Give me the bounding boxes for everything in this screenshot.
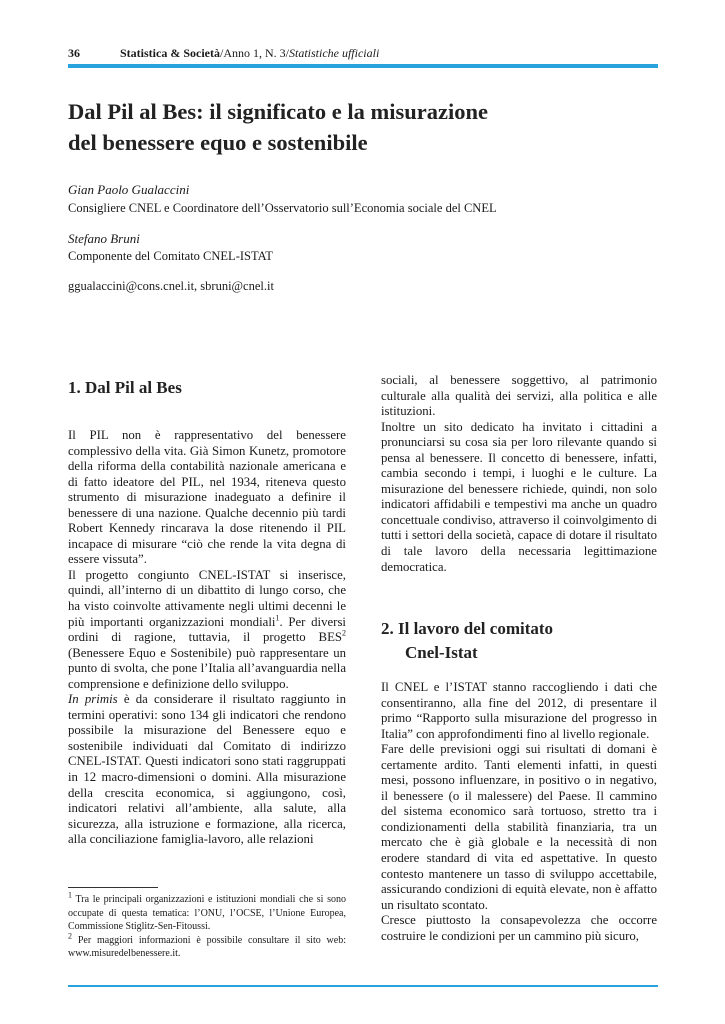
right-column-bottom — [381, 680, 657, 944]
article-title — [68, 96, 628, 158]
left-column — [68, 428, 346, 848]
journal-reference — [120, 46, 379, 61]
journal-issue: /Anno 1, N. 3/ — [219, 46, 289, 60]
paragraph: Il CNEL e l’ISTAT stanno raccogliendo i dati che consentiranno, alla fine del 2012, di presentare il primo “Rapporto sulla misurazione del progresso in Italia” con approfondimenti fino al livello regionale. — [381, 680, 657, 741]
paragraph: Cresce piuttosto la consapevolezza che occorre costruire le condizioni per un cammino più sicuro, — [381, 913, 657, 943]
footnote-ref-1: 1 — [275, 613, 280, 623]
paragraph: Fare delle previsioni oggi sui risultati di domani è certamente ardito. Tanti elementi infatti, in questi mesi, possono influenzare, in positivo o in negativo, il benessere (o il malessere) del Paese. Il cammino del sistema economico sarà tortuoso, stretto tra i condizionamenti della stabilità finanziaria, tra un mercato che è già globale e la necessità di non erodere standard di vita ed aspettative. In questo contesto mantenere un tasso di sviluppo accettabile, assicurando condizioni di equità elevate, non è affatto un risultato scontato. — [381, 742, 657, 912]
footer-rule — [68, 985, 658, 987]
footnote-rule — [68, 887, 158, 888]
italic-phrase: In primis — [68, 692, 118, 707]
footnote-2: $^2$ Per maggiori informazioni è possibile consultare il sito web: www.misuredelbenessere.it. — [68, 931, 346, 960]
author-emails: ggualaccini@cons.cnel.it, sbruni@cnel.it — [68, 279, 274, 293]
article-title-line1: Dal Pil al Bes: il significato e la misurazione — [68, 99, 488, 124]
paragraph: sociali, al benessere soggettivo, al patrimonio culturale alla qualità dei servizi, alla politica e alle istituzioni. — [381, 373, 657, 419]
paragraph: Il progetto congiunto CNEL-ISTAT si inserisce, quindi, all’interno di un dibattito di lungo corso, che ha visto coinvolte attivamente negli ultimi decenni le più importanti organizzazioni mondiali$^1$. Per diversi ordini di ragione, tuttavia, il progetto BES$^2$ (Benessere Equo e Sostenibile) può rappresentare un punto di svolta, che pone l’Italia all’avanguardia nella comprensione e definizione dello sviluppo. — [68, 567, 346, 691]
section-1-heading: 1. Dal Pil al Bes — [68, 378, 182, 397]
author-name-2: Stefano Bruni — [68, 231, 140, 246]
page-number: 36 — [68, 46, 80, 60]
paragraph: Il PIL non è rappresentativo del benessere complessivo della vita. Già Simon Kunetz, promotore della riforma della contabilità nazionale americana e di fatto ideatore del PIL, nel 1934, riteneva questo strumento di misurazione inadeguato a definire il benessere di una nazione. Qualche decennio più tardi Robert Kennedy rincarava la dose ritenendo il PIL incapace di misurare “ciò che rende la vita degna di essere vissuta”. — [68, 428, 346, 567]
article-title-line2: del benessere equo e sostenibile — [68, 130, 368, 155]
footnote-1: $^1$ Tra le principali organizzazioni e istituzioni mondiali che si sono occupate di questa tematica: l’ONU, l’OCSE, l’Unione Europea, Commissione Stiglitz-Sen-Fitoussi. — [68, 890, 346, 933]
footnotes — [68, 890, 346, 961]
author-role-2: Componente del Comitato CNEL-ISTAT — [68, 249, 273, 263]
running-header — [68, 46, 658, 64]
right-column-top — [381, 373, 657, 575]
paragraph: Inoltre un sito dedicato ha invitato i cittadini a pronunciarsi su cosa sia per loro rilevante quando si pensa al benessere. Il concetto di benessere, infatti, cambia secondo i tempi, i luoghi e le culture. La misurazione del benessere richiede, quindi, non solo indicatori affidabili e tempestivi ma anche un quadro concettuale condiviso, attraverso il coinvolgimento di tutti i settori della società, capace di dotare il risultato di tale lavoro della necessaria legittimazione democratica. — [381, 419, 657, 574]
section-2-heading: 2. Il lavoro del comitato Cnel-Istat — [381, 619, 554, 662]
journal-name: Statistica & Società — [120, 46, 220, 60]
journal-section: Statistiche ufficiali — [288, 46, 380, 60]
author-name-1: Gian Paolo Gualaccini — [68, 182, 190, 197]
author-role-1: Consigliere CNEL e Coordinatore dell’Osservatorio sull’Economia sociale del CNEL — [68, 201, 497, 215]
header-rule — [68, 64, 658, 68]
footnote-ref-2: 2 — [342, 628, 346, 638]
paragraph: In primis è da considerare il risultato raggiunto in termini operativi: sono 134 gli indicatori che rendono possibile la misurazione del Benessere equo e sostenibile individuati dal Comitato di indirizzo CNEL-ISTAT. Questi indicatori sono stati raggruppati in 12 macro-dimensioni o domini. Alla misurazione della crescita economica, si aggiungono, così, indicatori relativi all’ambiente, alla salute, alla sicurezza, alla istruzione e formazione, alla ricerca, alla conciliazione famiglia-lavoro, alle relazioni — [68, 692, 346, 847]
